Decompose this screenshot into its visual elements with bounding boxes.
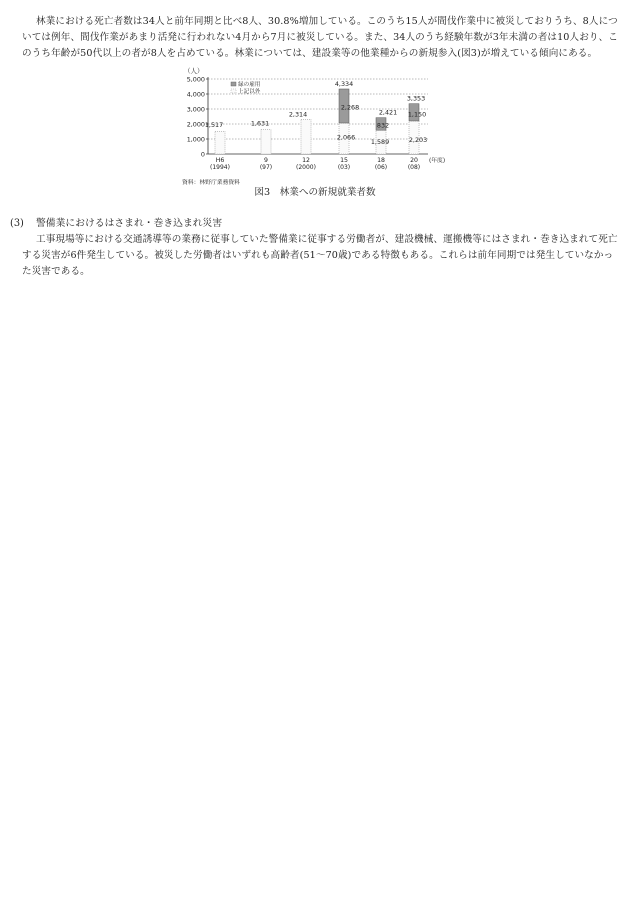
data-label: 2,421 [378,108,398,117]
section-number: (3) [10,218,24,229]
y-tick-label: 3,000 [186,105,205,114]
data-label: 1,631 [250,119,270,128]
source-note: 資料：林野庁業務資料 [182,180,240,186]
y-tick-label: 1,000 [186,135,205,144]
x-axis-unit: (年度) [429,158,446,164]
legend-swatch-other [231,89,236,93]
section-title: 警備業におけるはさまれ・巻き込まれ災害 [36,218,223,229]
x-tick-sublabel: (1994) [210,164,230,171]
section-heading [10,216,222,232]
data-label: 1,150 [407,110,427,119]
legend-label-other: 上記以外 [238,89,261,95]
x-tick-sublabel: (2000) [296,164,316,171]
x-tick-label: 12 [302,157,310,164]
x-tick-label: 18 [377,157,385,164]
bar-other [215,131,225,154]
data-label: 2,268 [340,103,360,112]
data-label: 1,589 [370,138,390,146]
x-tick-sublabel: (97) [259,164,273,171]
bar-other [261,130,271,154]
data-label: 2,066 [336,133,356,142]
data-label: 3,353 [406,94,426,103]
data-label: 2,314 [288,110,308,119]
x-tick-sublabel: (06) [374,164,388,171]
paragraph-security [22,232,622,280]
x-tick-label: H6 [215,157,225,164]
paragraph-forestry-text: 林業における死亡者数は34人と前年同期と比べ8人、30.8%増加している。このうち15人が間伐作業中に被災しておりうち、8人については例年、間伐作業があまり活発に行われない4月から7月に被災している。また、34人のうち経験年数が3年未満の者は10人おり、このうち年齢が50代以上の者が8人を占めている。林業については、建設業等の他業種からの新規参入(図3)が増えている傾向にある。 [22,16,618,59]
x-tick-sublabel: (03) [337,164,351,171]
data-label: 2,203 [408,135,428,144]
y-tick-label: 5,000 [186,75,205,84]
y-tick-label: 4,000 [186,90,205,99]
figure-caption: 図3 林業への新規就業者数 [254,187,376,198]
legend-swatch-green [231,82,236,86]
bar-other [301,119,311,154]
y-tick-label: 0 [200,150,205,159]
paragraph-forestry [22,14,620,62]
x-tick-sublabel: (08) [407,164,421,171]
y-tick-label: 2,000 [186,120,205,129]
chart-legend [231,80,261,95]
bar-chart [178,64,458,188]
legend-label-green: 緑の雇用 [238,82,261,88]
data-label: 832 [376,121,390,130]
figure-3-chart [178,64,458,188]
y-axis-unit: （人） [184,67,204,75]
x-tick-label: 9 [264,157,268,164]
data-label: 1,517 [204,121,224,130]
x-tick-label: 20 [410,157,418,164]
data-label: 4,334 [334,79,354,88]
paragraph-security-text: 工事現場等における交通誘導等の業務に従事していた警備業に従事する労働者が、建設機械、運搬機等にはさまれ・巻き込まれて死亡する災害が6件発生している。被災した労働者はいずれも高齢者(51～70歳)である特徴もある。これらは前年同期では発生していなかった災害である。 [22,234,618,277]
x-tick-label: 15 [340,157,348,164]
